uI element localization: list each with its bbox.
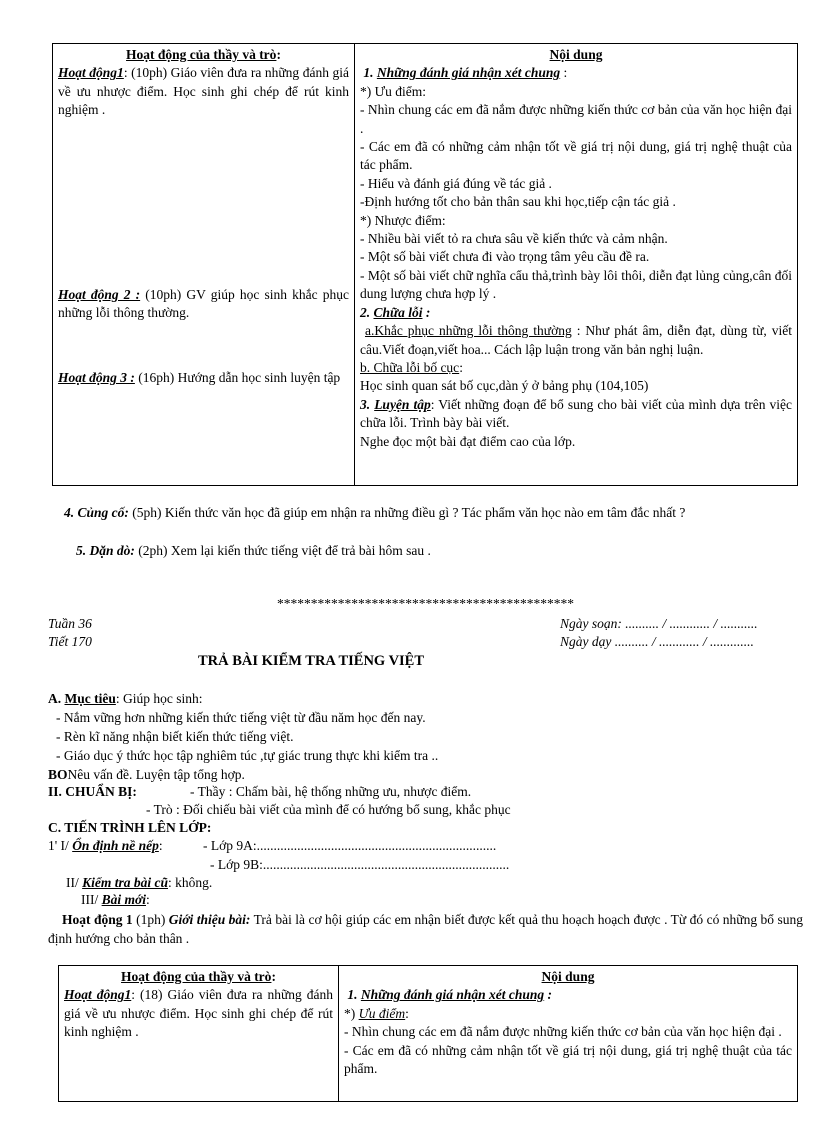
class-9b: - Lớp 9B:......................................................................... xyxy=(210,857,510,872)
table-row xyxy=(53,44,798,486)
period-label: Tiết 170 xyxy=(48,634,92,649)
column-header-right: Nội dung xyxy=(549,47,603,62)
section-heading: 2. Chữa lỗi : xyxy=(360,304,431,320)
teach-date: Ngày dạy .......... / ............ / ............. xyxy=(560,634,754,649)
fix-b: b. Chữa lỗi bố cục: xyxy=(360,359,463,375)
prep-teacher: - Thầy : Chấm bài, hệ thống những ưu, nhược điểm. xyxy=(190,784,472,799)
prep-date: Ngày soạn: .......... / ............ / ........... xyxy=(560,616,758,631)
column-header-right: Nội dung xyxy=(541,969,595,984)
week-label: Tuần 36 xyxy=(48,616,92,631)
list-item: Nghe đọc một bài đạt điểm cao của lớp. xyxy=(360,433,576,449)
stabilize-heading: 1' I/ Ổn định nề nếp: xyxy=(48,838,163,853)
old-lesson-check: II/ Kiểm tra bài cũ: không. xyxy=(66,875,213,890)
lesson-title: TRẢ BÀI KIỂM TRA TIẾNG VIỆT xyxy=(198,653,425,669)
process-heading: C. TIẾN TRÌNH LÊN LỚP: xyxy=(48,820,212,835)
list-item: - Giáo dục ý thức học tập nghiêm túc ,tự giác trung thực khi kiểm tra .. xyxy=(56,748,439,763)
table-row xyxy=(59,966,798,1102)
fix-a: a.Khắc phục những lỗi thông thường : Như phát âm, diễn đạt, dùng từ, viết câu.Viết đoạn,viết hoa... Cách lập luận trong văn bản nghị luận. xyxy=(360,323,792,357)
cung-co: 4. Củng cố: (5ph) Kiến thức văn học đã giúp em nhận ra những điều gì ? Tác phẩm văn học nào em tâm đắc nhất ? xyxy=(64,505,686,520)
activity-intro: Hoạt động 1 (1ph) Giới thiệu bài: Trả bài là cơ hội giúp các em nhận biết được kết quả thu hoạch hoạch được . Từ đó có những bổ sung định hướng cho bản thân . xyxy=(48,912,803,946)
lesson-table-1 xyxy=(52,43,798,486)
activity-1: Hoạt động1: (18) Giáo viên đưa ra những đánh giá về ưu nhược điểm. Học sinh ghi chép để rút kinh nghiệm . xyxy=(64,987,333,1040)
objectives-heading: A. Mục tiêu: Giúp học sinh: xyxy=(48,691,203,706)
activity-column xyxy=(59,966,339,1102)
list-item: - Nhiều bài viết tỏ ra chưa sâu về kiến thức và cảm nhận. xyxy=(360,231,668,247)
activity-1: Hoạt động1: (10ph) Giáo viên đưa ra những đánh giá về ưu nhược điểm. Học sinh ghi chép để rút kinh nghiệm . xyxy=(58,65,349,118)
class-9a: - Lớp 9A:....................................................................... xyxy=(203,838,497,853)
section-heading: 1. Những đánh giá nhận xét chung : xyxy=(347,987,553,1003)
section-heading: 1. Những đánh giá nhận xét chung : xyxy=(363,65,568,81)
activity-2: Hoạt động 2 : (10ph) GV giúp học sinh khắc phục những lỗi thông thường. xyxy=(58,286,349,321)
list-item: -Định hướng tốt cho bản thân sau khi học,tiếp cận tác giả . xyxy=(360,194,676,210)
advantages-label: *) Ưu điểm: xyxy=(360,83,426,99)
advantages-label: *) Ưu điểm: xyxy=(344,1005,409,1021)
separator: ******************************************** xyxy=(277,596,574,611)
list-item: - Rèn kĩ năng nhận biết kiến thức tiếng việt. xyxy=(56,729,294,744)
section-heading: 3. Luyện tập: Viết những đoạn để bổ sung cho bài viết của mình dựa trên việc chữa lỗi. Trình bày bài viết. xyxy=(360,396,793,431)
list-item: - Nhìn chung các em đã nắm được những kiến thức cơ bản của văn học hiện đại . xyxy=(360,102,792,136)
disadvantages-label: *) Nhược điểm: xyxy=(360,212,446,228)
list-item: - Nhìn chung các em đã nắm được những kiến thức cơ bản của văn học hiện đại . xyxy=(344,1024,782,1040)
column-header-left: Hoạt động của thầy và trò: xyxy=(126,47,281,62)
objectives-block xyxy=(48,689,808,899)
content-column xyxy=(339,966,798,1102)
column-header-left: Hoạt động của thầy và trò: xyxy=(121,969,276,984)
activity-column xyxy=(53,44,355,486)
prep-heading: II. CHUẨN BỊ: xyxy=(48,784,137,799)
lesson-table-2 xyxy=(58,965,798,1102)
list-item: - Các em đã có những cảm nhận tốt về giá trị nội dung, giá trị nghệ thuật của tác phẩm. xyxy=(344,1042,792,1077)
list-item: - Các em đã có những cảm nhận tốt về giá trị nội dung, giá trị nghệ thuật của tác phẩm. xyxy=(360,139,792,173)
content-column xyxy=(355,44,798,486)
prep-student: - Trò : Đối chiếu bài viết của mình để có hướng bổ sung, khắc phục xyxy=(146,802,511,817)
list-item: - Hiểu và đánh giá đúng về tác giả . xyxy=(360,175,552,191)
new-lesson-heading: III/ Bài mới: xyxy=(81,892,150,907)
list-item: - Nắm vững hơn những kiến thức tiếng việt từ đầu năm học đến nay. xyxy=(56,710,426,725)
activity-3: Hoạt động 3 : (16ph) Hướng dẫn học sinh luyện tập xyxy=(58,370,341,386)
list-item: - Một số bài viết chưa đi vào trọng tâm yêu cầu đề ra. xyxy=(360,249,650,265)
dan-do: 5. Dặn dò: (2ph) Xem lại kiến thức tiếng việt để trả bài hôm sau . xyxy=(76,543,431,558)
list-item: - Một số bài viết chữ nghĩa cẩu thả,trình bày lôi thôi, diễn đạt lủng củng,cân đối dung lượng chưa hợp lý . xyxy=(360,267,792,302)
method-line: BONêu vấn đề. Luyện tập tổng hợp. xyxy=(48,767,245,782)
list-item: Học sinh quan sát bố cục,dàn ý ở bảng phụ (104,105) xyxy=(360,378,649,394)
